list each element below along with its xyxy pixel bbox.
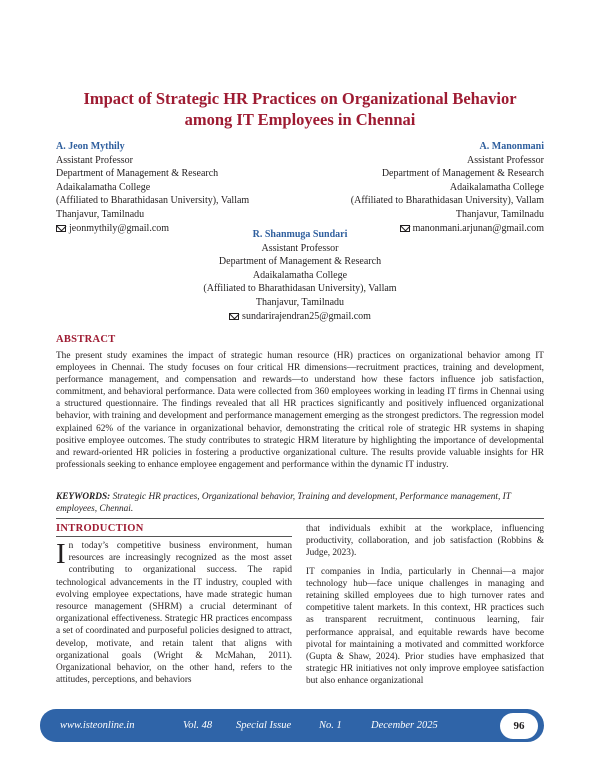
footer-number: No. 1 [319, 720, 342, 731]
author-role: Assistant Professor [56, 154, 133, 166]
intro-column-right [306, 523, 544, 694]
page-number: 96 [500, 713, 538, 739]
paper-title [40, 88, 560, 130]
intro-paragraph-1 [56, 540, 292, 686]
author-name: A. Jeon Mythily [56, 141, 125, 152]
introduction-heading: INTRODUCTION [56, 523, 144, 534]
author-email[interactable]: jeonmythily@gmail.com [69, 222, 170, 234]
footer-bar [40, 709, 516, 742]
author-affiliation: (Affiliated to Bharathidasan University), Vallam [350, 195, 544, 207]
footer-website[interactable]: www.isteonline.in [60, 720, 135, 731]
title-line-1: Impact of Strategic HR Practices on Organizational Behavior [83, 89, 517, 108]
author-dept: Department of Management & Research [56, 168, 219, 180]
drop-cap: I [56, 538, 66, 570]
mail-icon [56, 225, 66, 232]
footer-volume: Vol. 48 [183, 720, 213, 731]
author-place: Thanjavur, Tamilnadu [455, 208, 544, 220]
author-affiliation: (Affiliated to Bharathidasan University), Vallam [203, 283, 397, 295]
author-place: Thanjavur, Tamilnadu [255, 296, 345, 308]
author-block-2 [351, 140, 544, 235]
footer-issue: Special Issue [236, 720, 292, 731]
intro-paragraph-1-continued: that individuals exhibit at the workplace, influencing productivity, collaboration, and job satisfaction (Robbins & Judge, 2023). [306, 524, 544, 559]
intro-paragraph-1-text: n today’s competitive business environment, human resources are increasingly recognized as the most asset contributing to organizational success. The rapid technological advancements in the IT industry, coupled with evolving employee expectations, have made strategic human resource management (SHRM) a crucial determinant of organizational effectiveness. Strategic HR practices encompass a set of coordinated and purposeful policies designed to attract, develop, motivate, and retain talent that aligns with organizational goals (Wright & McMahan, 2011). Organizational behavior, on the other hand, refers to the attitudes, perceptions, and behaviors [56, 541, 292, 686]
author-dept: Department of Management & Research [218, 256, 382, 268]
author-block-3 [150, 228, 450, 323]
author-dept: Department of Management & Research [381, 168, 544, 180]
keywords-text: Strategic HR practices, Organizational behavior, Training and development, Performance management, IT employees, Chennai. [56, 492, 511, 515]
author-name: A. Manonmani [479, 141, 544, 152]
abstract-heading: ABSTRACT [56, 334, 116, 345]
author-block-1 [56, 140, 249, 235]
author-place: Thanjavur, Tamilnadu [56, 208, 145, 220]
author-college: Adaikalamatha College [56, 181, 151, 193]
author-college: Adaikalamatha College [449, 181, 544, 193]
author-role: Assistant Professor [467, 154, 544, 166]
footer-date: December 2025 [371, 720, 438, 731]
intro-paragraph-2: IT companies in India, particularly in Chennai—a major technology hub—face unique challenges in managing and retaining skilled employees due to high turnover rates and competitive talent markets. In this context, HR practices such as transparent recruitment, continuous learning, fair performance appraisal, and equitable rewards have become pivotal for maintaining a motivated and committed workforce (Gupta & Shaw, 2024). Prior studies have emphasized that strategic HR initiatives not only improve employee satisfaction but also enhance organizational [306, 566, 544, 687]
author-email[interactable]: sundarirajendran25@gmail.com [242, 310, 371, 322]
section-divider [56, 518, 544, 519]
title-line-2: among IT Employees in Chennai [184, 110, 416, 129]
author-college: Adaikalamatha College [252, 269, 348, 281]
abstract-text: The present study examines the impact of strategic human resource (HR) practices on organizational behavior among IT employees in Chennai. The study focuses on four critical HR dimensions—recruitment practices, training and development, performance management, and compensation and rewards—to understand how these factors influence job satisfaction, commitment, and behavioral performance. Data were collected from 360 employees working in leading IT firms in Chennai using a structured questionnaire. The findings revealed that all HR practices significantly and positively influenced organizational behavior, with training and development and performance management emerging as the strongest predictors. The regression model explained 62% of the variance in organizational behavior, demonstrating the critical role of strategic HR systems in shaping positive employee outcomes. The study contributes to strategic HRM literature by highlighting the importance of developmental and reward-oriented HR policies in fostering a productive organizational culture. The results provide valuable insights for HR professionals seeking to enhance employee engagement and performance within the dynamic IT industry. [56, 351, 544, 470]
author-affiliation: (Affiliated to Bharathidasan University), Vallam [56, 195, 250, 207]
mail-icon [229, 313, 239, 320]
heading-underline [56, 536, 292, 537]
author-email-line [150, 310, 450, 324]
author-role: Assistant Professor [261, 242, 339, 254]
keywords [56, 491, 544, 515]
author-name: R. Shanmuga Sundari [252, 229, 348, 240]
author-email[interactable]: manonmani.arjunan@gmail.com [412, 222, 544, 234]
intro-column-left [56, 540, 292, 692]
keywords-label: KEYWORDS: [56, 492, 111, 502]
